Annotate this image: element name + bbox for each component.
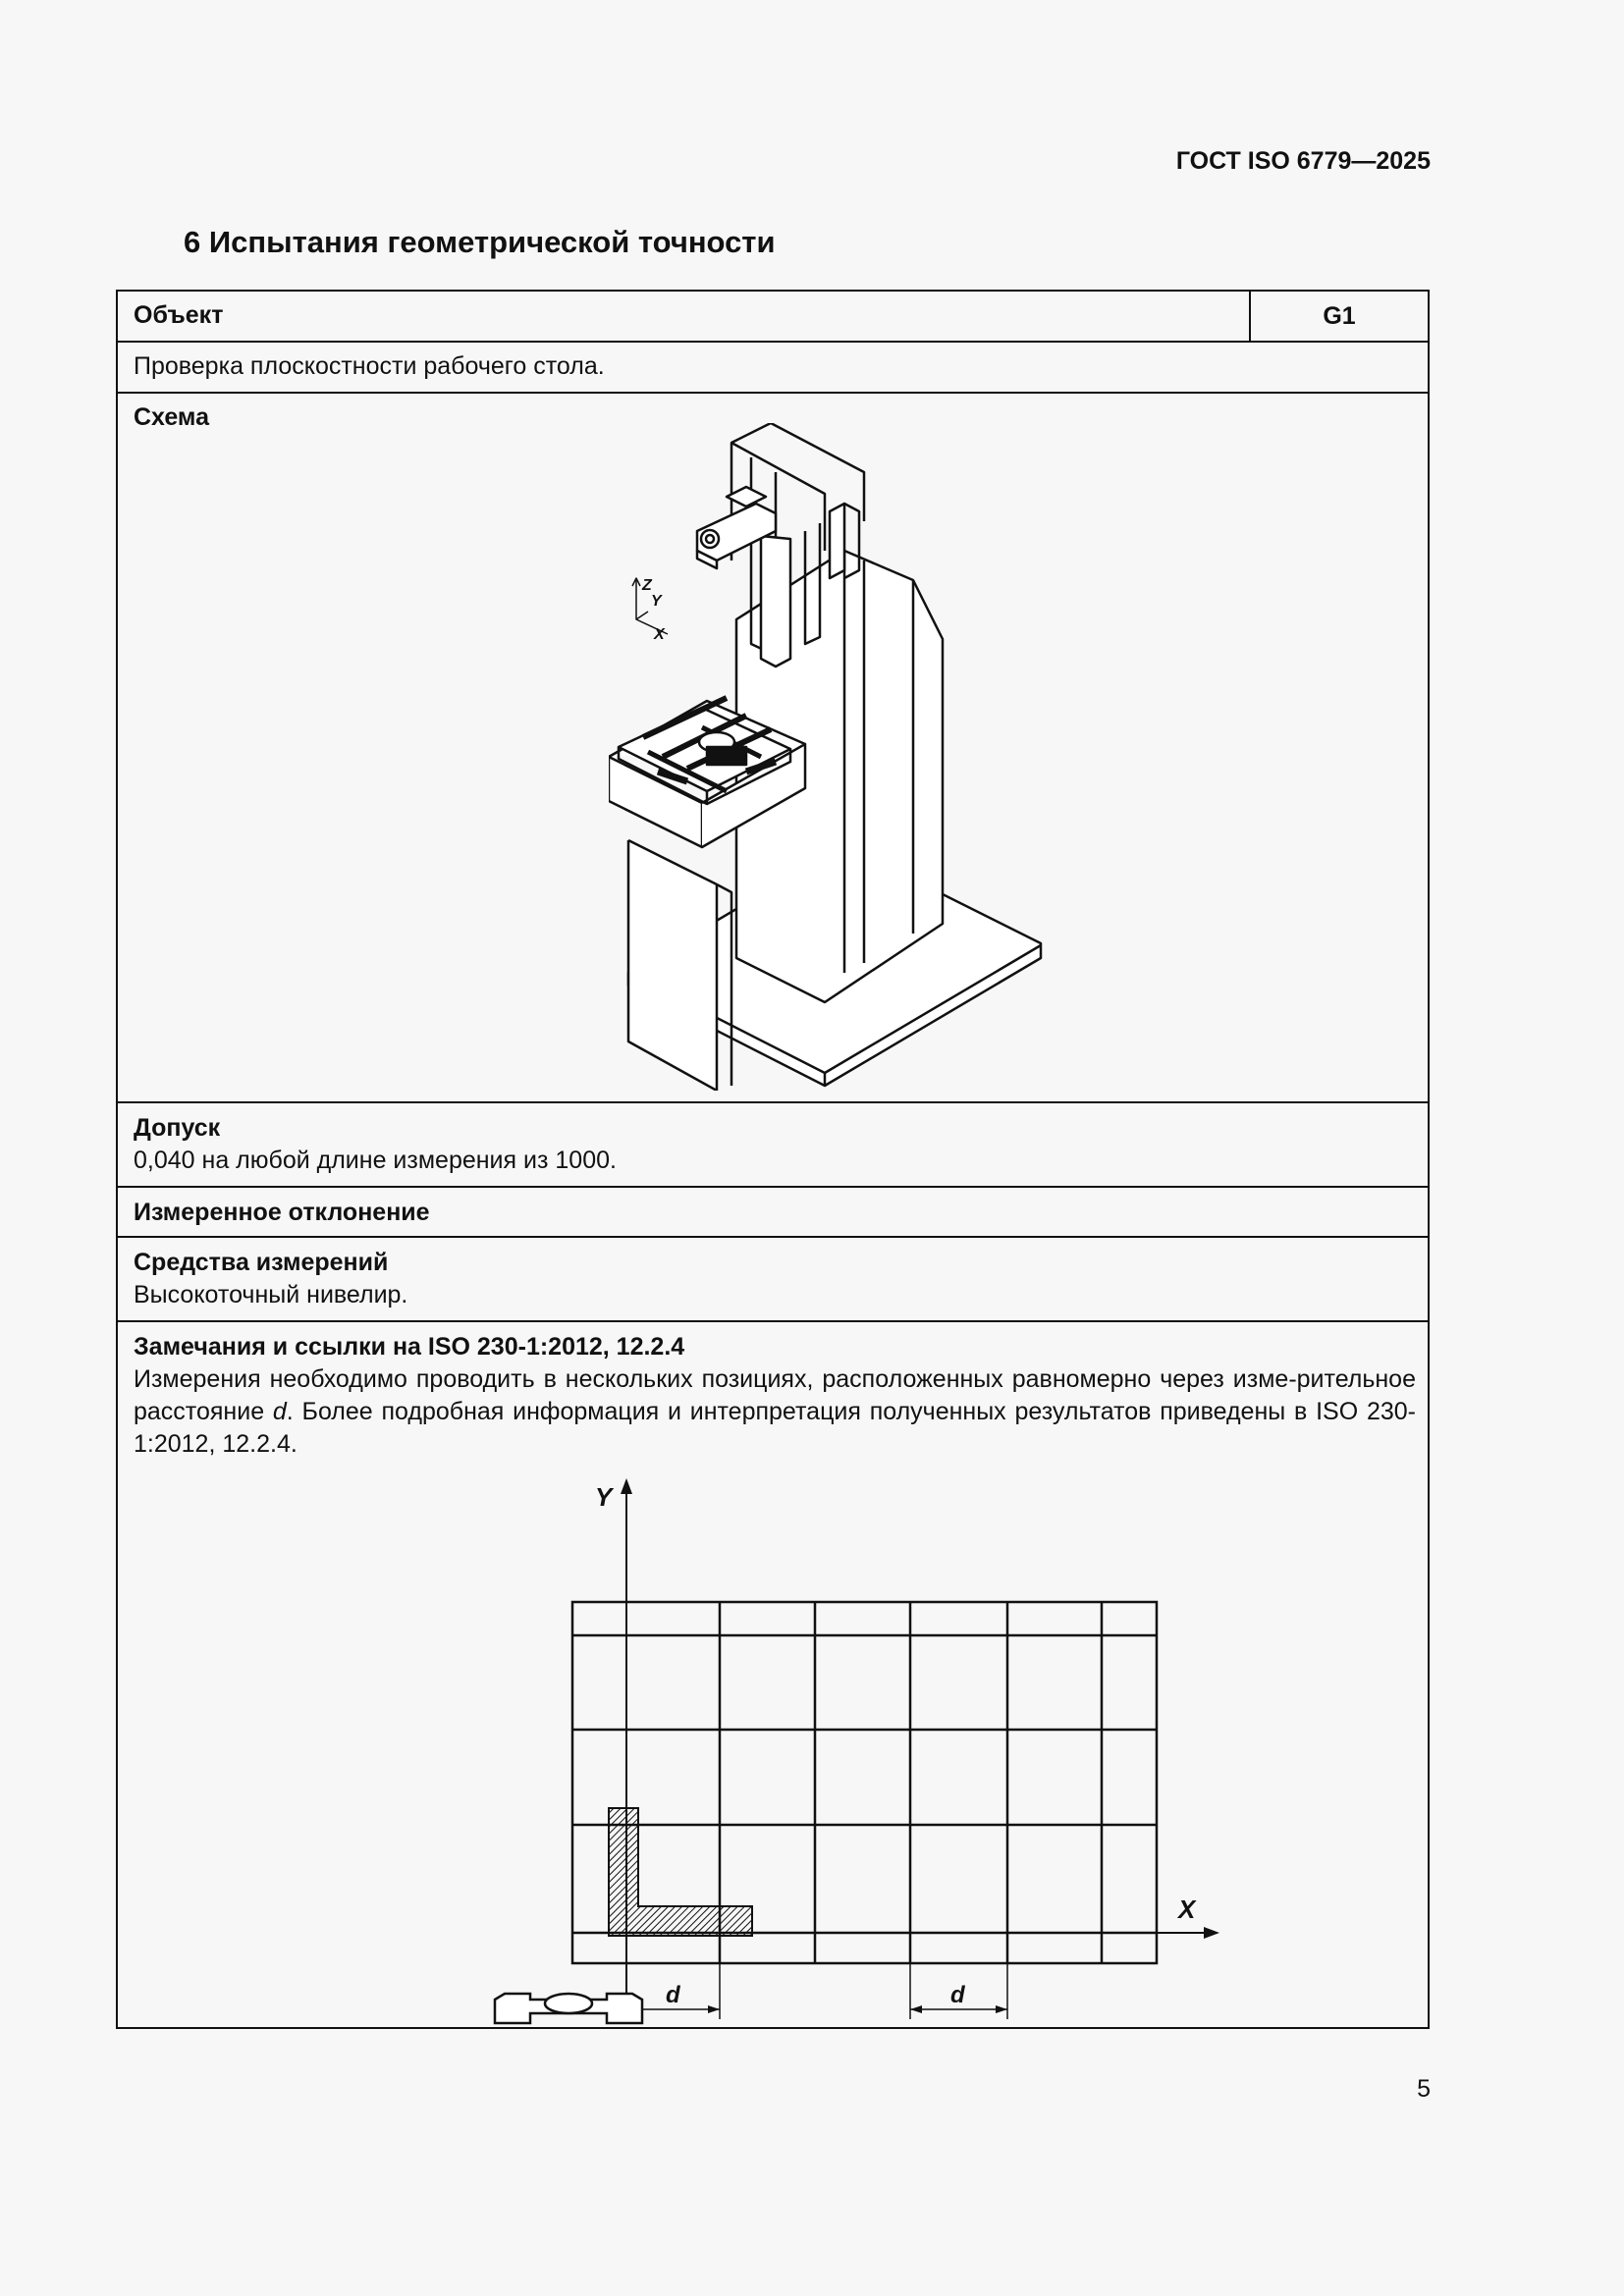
instruments-label: Средства измерений <box>134 1249 389 1276</box>
tolerance-row <box>118 1103 1428 1188</box>
axis-y-label: Y <box>651 593 662 610</box>
notes-label: Замечания и ссылки на ISO 230-1:2012, 12.2.4 <box>134 1333 685 1361</box>
object-text-row <box>118 343 1428 394</box>
section-title: 6 Испытания геометрической точности <box>184 225 776 259</box>
object-text: Проверка плоскостности рабочего стола. <box>134 352 605 380</box>
standard-designation: ГОСТ ISO 6779—2025 <box>1175 147 1431 175</box>
deviation-label: Измеренное отклонение <box>134 1199 430 1226</box>
object-label: Объект <box>134 301 224 329</box>
object-header-row <box>118 292 1428 343</box>
d-label-2: d <box>950 1982 965 2008</box>
tolerance-text: 0,040 на любой длине измерения из 1000. <box>134 1147 617 1174</box>
notes-variable: d <box>272 1398 287 1425</box>
axis-z-label: Z <box>642 577 652 594</box>
machine-schematic <box>609 423 1060 1091</box>
test-id: G1 <box>1249 292 1428 343</box>
notes-text <box>134 1363 1416 1461</box>
spirit-level-icon <box>491 1990 648 2025</box>
axis-x-label: X <box>654 626 665 643</box>
notes-text-part-2: . Более подробная информация и интерпретация полученных результатов приведены в ISO 230-1:2012, 12.2.4. <box>134 1398 1416 1458</box>
d-label-1: d <box>666 1982 680 2008</box>
deviation-row <box>118 1188 1428 1238</box>
scheme-label: Схема <box>134 403 209 431</box>
instruments-text: Высокоточный нивелир. <box>134 1281 408 1308</box>
measurement-grid-diagram <box>412 1474 1257 2019</box>
page-number: 5 <box>1417 2075 1431 2103</box>
notes-row <box>118 1322 1428 2027</box>
test-card <box>116 290 1430 2029</box>
tolerance-label: Допуск <box>134 1114 221 1142</box>
instruments-row <box>118 1238 1428 1322</box>
grid-x-axis-label: X <box>1178 1895 1196 1924</box>
notes-text-part-1: Измерения необходимо проводить в нескольких позициях, расположенных равномерно через изме-рительное расстояние <box>134 1365 1416 1425</box>
grid-y-axis-label: Y <box>595 1482 613 1512</box>
scheme-row <box>118 394 1428 1103</box>
